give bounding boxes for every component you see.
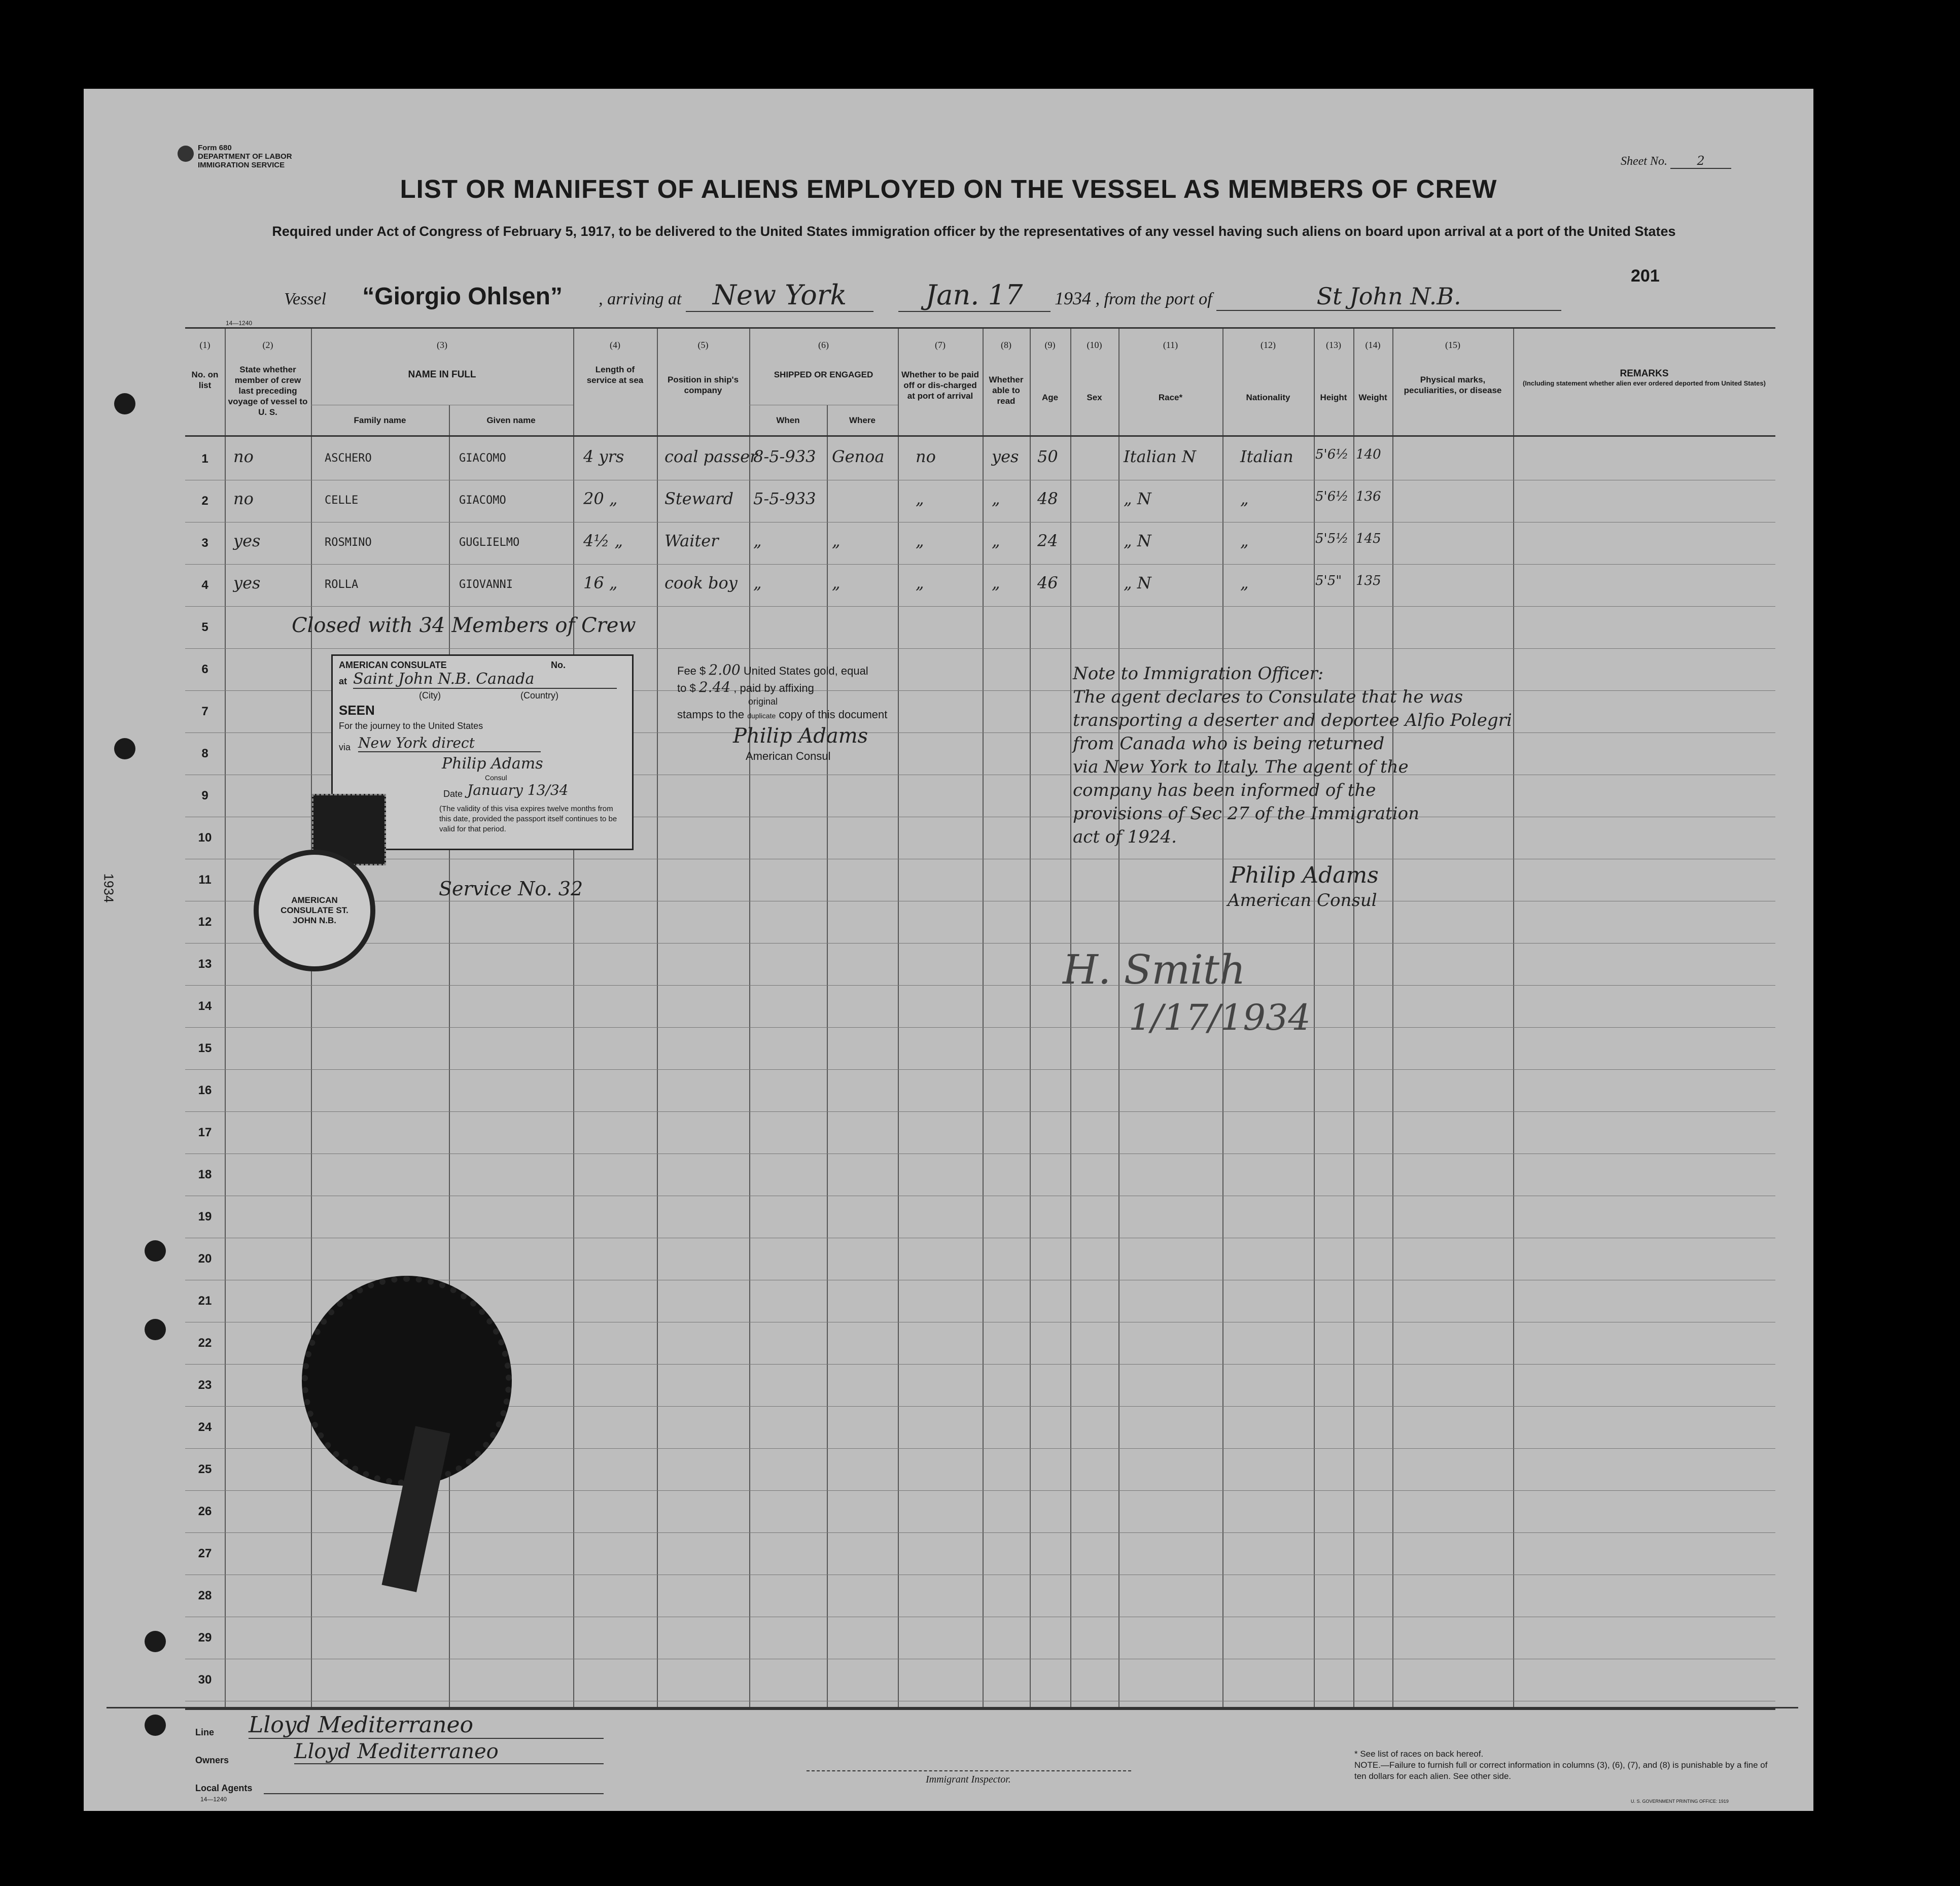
department-seal-icon — [178, 146, 194, 162]
cell-weight: 145 — [1356, 531, 1381, 546]
consulate-seal-text: AMERICAN CONSULATE ST. JOHN N.B. — [281, 895, 348, 925]
arrival-year: 1934 — [1055, 288, 1091, 308]
form-department: DEPARTMENT OF LABOR — [198, 152, 292, 161]
cell-race: „ N — [1124, 489, 1151, 508]
from-port: St John N.B. — [1216, 283, 1561, 311]
arriving-port: New York — [686, 279, 873, 312]
cell-service: 16 „ — [583, 573, 618, 592]
header-shipped: SHIPPED OR ENGAGED — [774, 370, 873, 379]
consulate-seen: SEEN — [339, 703, 375, 718]
row-number: 19 — [198, 1210, 212, 1224]
col-num-14: (14) — [1365, 340, 1381, 350]
fee-copy: copy of this document — [779, 708, 888, 721]
header-no-on-list: No. on list — [191, 370, 219, 390]
cell-age: 46 — [1037, 573, 1058, 592]
fee-to-value: 2.44 — [698, 679, 731, 695]
cell-nationality: „ — [1240, 489, 1249, 508]
cell-read: „ — [992, 573, 1000, 592]
col-num-6: (6) — [818, 340, 829, 350]
header-position: Position in ship's company — [667, 375, 739, 395]
col-num-9: (9) — [1044, 340, 1056, 350]
cell-given: GIACOMO — [459, 452, 506, 465]
cell-when: „ — [753, 531, 762, 550]
row-number: 17 — [198, 1126, 212, 1139]
row-rule — [185, 648, 1775, 649]
row-number: 6 — [201, 662, 208, 676]
cell-read: „ — [992, 489, 1000, 508]
cell-service: 20 „ — [583, 489, 618, 508]
row-number: 28 — [198, 1589, 212, 1602]
row-rule — [185, 606, 1775, 607]
row-number: 26 — [198, 1505, 212, 1518]
col-num-8: (8) — [1001, 340, 1011, 350]
inspector-date: 1/17/1934 — [1129, 997, 1311, 1038]
closed-note: Closed with 34 Members of Crew — [292, 614, 636, 637]
punch-hole — [145, 1631, 166, 1652]
stamp-number: 201 — [1631, 266, 1660, 286]
header-given-name: Given name — [486, 415, 536, 425]
consulate-header: AMERICAN CONSULATE — [339, 660, 447, 670]
cell-weight: 135 — [1356, 573, 1381, 588]
cell-paid-off: no — [916, 447, 936, 466]
cell-family: ASCHERO — [325, 452, 372, 465]
cell-when: 8-5-933 — [753, 447, 816, 466]
cell-position: Steward — [664, 489, 733, 508]
owners-label: Owners — [195, 1755, 229, 1765]
row-number: 1 — [201, 452, 208, 466]
fee-duplicate: duplicate — [747, 712, 776, 720]
header-family-name: Family name — [354, 415, 406, 425]
vessel-label: Vessel — [284, 290, 327, 308]
header-remarks: REMARKS — [1620, 368, 1669, 379]
punch-hole — [114, 393, 135, 414]
row-number: 24 — [198, 1420, 212, 1434]
consulate-signature: Philip Adams — [442, 755, 543, 773]
col-num-7: (7) — [935, 340, 946, 350]
row-number: 12 — [198, 915, 212, 929]
cell-position: coal passer — [664, 447, 758, 466]
header-weight: Weight — [1358, 393, 1387, 402]
row-rule — [185, 1027, 1775, 1028]
note-line: from Canada who is being returned — [1073, 734, 1385, 754]
header-length-service: Length of service at sea — [586, 365, 644, 385]
cell-nationality: Italian — [1240, 447, 1293, 466]
header-height: Height — [1320, 393, 1347, 402]
row-number: 18 — [198, 1168, 212, 1181]
col-num-5: (5) — [697, 340, 709, 350]
inspector-signature: H. Smith — [1063, 946, 1246, 993]
punch-hole — [145, 1715, 166, 1736]
fee-gold: United States gold, equal — [743, 665, 868, 677]
consulate-at-label: at — [339, 676, 347, 686]
row-rule — [185, 1111, 1775, 1112]
consulate-via: New York direct — [358, 735, 541, 752]
line-value: Lloyd Mediterraneo — [249, 1712, 604, 1739]
consulate-no-label: No. — [551, 660, 566, 670]
note-line: transporting a deserter and deportee Alfio Polegri — [1073, 710, 1512, 730]
cell-prev: yes — [233, 531, 261, 550]
consulate-seal-icon — [254, 850, 375, 971]
header-race: Race* — [1158, 393, 1183, 402]
col-num-12: (12) — [1261, 340, 1276, 350]
consulate-country-label: (Country) — [520, 690, 559, 701]
col-num-2: (2) — [262, 340, 273, 350]
col-num-10: (10) — [1087, 340, 1102, 350]
inspector-label: Immigrant Inspector. — [926, 1774, 1011, 1785]
header-able-read: Whether able to read — [989, 375, 1024, 406]
fee-block — [677, 662, 1032, 764]
cell-position: Waiter — [664, 531, 719, 550]
races-footnote: * See list of races on back hereof. — [1354, 1749, 1484, 1759]
header-when: When — [776, 415, 800, 425]
row-number: 23 — [198, 1378, 212, 1392]
cell-service: 4½ „ — [583, 531, 623, 550]
row-number: 22 — [198, 1336, 212, 1350]
cell-race: „ N — [1124, 573, 1151, 592]
header-name-in-full: NAME IN FULL — [408, 369, 476, 380]
consulate-via-label: via — [339, 742, 351, 752]
cell-prev: yes — [233, 573, 261, 592]
note-line: company has been informed of the — [1073, 780, 1376, 800]
fee-value: 2.00 — [709, 661, 741, 678]
col-num-13: (13) — [1326, 340, 1341, 350]
col-num-3: (3) — [437, 340, 447, 350]
cell-service: 4 yrs — [583, 447, 624, 466]
consulate-consul-label: Consul — [485, 774, 507, 782]
row-number: 5 — [201, 620, 208, 634]
sheet-number-field — [1621, 154, 1731, 169]
agents-print-code: 14—1240 — [200, 1796, 227, 1803]
consulate-date-label: Date — [443, 789, 463, 799]
cell-when: 5-5-933 — [753, 489, 816, 508]
row-number: 10 — [198, 831, 212, 845]
cell-age: 24 — [1037, 531, 1058, 550]
col-num-15: (15) — [1445, 340, 1460, 350]
line-label: Line — [195, 1727, 215, 1737]
row-number: 13 — [198, 957, 212, 971]
cell-prev: no — [233, 489, 254, 508]
wax-seal-icon — [302, 1276, 512, 1486]
cell-race: „ N — [1124, 531, 1151, 550]
row-number: 25 — [198, 1462, 212, 1476]
note-line: The agent declares to Consulate that he was — [1073, 687, 1463, 707]
cell-family: ROLLA — [325, 578, 359, 591]
vessel-name: “Giorgio Ohlsen” — [362, 283, 563, 310]
row-rule — [185, 985, 1775, 986]
cell-position: cook boy — [664, 573, 738, 592]
fee-paid: , paid by affixing — [733, 682, 814, 694]
row-rule — [185, 943, 1775, 944]
row-number: 15 — [198, 1041, 212, 1055]
row-number: 4 — [201, 578, 208, 592]
punch-hole — [145, 1319, 166, 1340]
row-number: 20 — [198, 1252, 212, 1266]
row-rule — [185, 1069, 1775, 1070]
row-rule — [185, 564, 1775, 565]
row-number: 14 — [198, 999, 212, 1013]
row-number: 2 — [201, 494, 208, 508]
cell-age: 50 — [1037, 447, 1058, 466]
row-number: 27 — [198, 1547, 212, 1560]
punch-hole — [114, 738, 135, 759]
form-number: Form 680 — [198, 144, 232, 152]
row-number: 7 — [201, 705, 208, 718]
cell-nationality: „ — [1240, 531, 1249, 550]
consulate-date: January 13/34 — [467, 782, 569, 798]
penalty-footnote: NOTE.—Failure to furnish full or correct information in columns (3), (6), (7), and (8) is punishable by a fine of ten dollars for each alien. See other side. — [1354, 1760, 1768, 1781]
cell-paid-off: „ — [916, 489, 924, 508]
form-subtitle: Required under Act of Congress of February 5, 1917, to be delivered to the United States immigration officer by the representatives of any vessel having such aliens on board upon arrival at a port of the United States — [272, 224, 1676, 239]
cell-family: ROSMINO — [325, 536, 372, 549]
cell-height: 5'5½ — [1315, 531, 1349, 546]
sheet-label: Sheet No. — [1621, 155, 1667, 168]
manifest-sheet — [84, 89, 1813, 1811]
cell-read: „ — [992, 531, 1000, 550]
consulate-validity: (The validity of this visa expires twelve months from this date, provided the passport itself continues to be valid for that period. — [439, 805, 617, 833]
header-where: Where — [849, 415, 876, 425]
consulate-city-label: (City) — [419, 690, 441, 701]
consulate-city: Saint John N.B. Canada — [353, 670, 617, 689]
cell-when: „ — [753, 573, 762, 592]
form-service: IMMIGRATION SERVICE — [198, 161, 285, 169]
from-label: , from the port of — [1095, 290, 1212, 308]
cell-given: GIOVANNI — [459, 578, 513, 591]
cell-given: GIACOMO — [459, 494, 506, 507]
cell-weight: 136 — [1356, 489, 1381, 504]
cell-nationality: „ — [1240, 573, 1249, 592]
vessel-line — [284, 279, 1791, 312]
service-number: Service No. 32 — [439, 878, 583, 900]
row-number: 9 — [201, 789, 208, 802]
note-line: Note to Immigration Officer: — [1073, 663, 1324, 684]
header-remarks-sub: (Including statement whether alien ever ordered deported from United States) — [1523, 379, 1766, 387]
cell-height: 5'6½ — [1315, 447, 1349, 462]
row-number: 3 — [201, 536, 208, 550]
cell-read: yes — [992, 447, 1019, 466]
row-number: 8 — [201, 747, 208, 760]
cell-paid-off: „ — [916, 531, 924, 550]
form-title: LIST OR MANIFEST OF ALIENS EMPLOYED ON THE VESSEL AS MEMBERS OF CREW — [400, 174, 1497, 203]
sheet-number: 2 — [1670, 154, 1731, 169]
punch-hole — [145, 1240, 166, 1262]
fee-original: original — [748, 696, 778, 707]
row-number: 11 — [198, 873, 212, 887]
cell-where: Genoa — [832, 447, 885, 466]
header-age: Age — [1041, 393, 1059, 402]
note-signature: Philip Adams — [1230, 862, 1379, 888]
agents-label: Local Agents — [195, 1783, 253, 1793]
col-num-1: (1) — [199, 340, 211, 350]
col-num-4: (4) — [610, 340, 620, 350]
cell-prev: no — [233, 447, 254, 466]
cell-where: „ — [832, 573, 841, 592]
note-line: act of 1924. — [1073, 827, 1177, 847]
header-prev-voyage: State whether member of crew last preceding voyage of vessel to U. S. — [228, 365, 308, 417]
cell-where: „ — [832, 531, 841, 550]
note-line: provisions of Sec 27 of the Immigration — [1073, 804, 1420, 824]
cell-height: 5'5" — [1315, 573, 1342, 588]
note-line: via New York to Italy. The agent of the — [1073, 757, 1409, 777]
fee-consul: American Consul — [746, 750, 831, 762]
arrival-date: Jan. 17 — [898, 279, 1051, 312]
cell-age: 48 — [1037, 489, 1058, 508]
arriving-label: , arriving at — [599, 290, 682, 308]
fee-signature: Philip Adams — [733, 724, 868, 748]
row-number: 21 — [198, 1294, 212, 1308]
fee-label: Fee $ — [677, 665, 706, 677]
row-number: 29 — [198, 1631, 212, 1645]
form-header — [198, 144, 292, 169]
cell-paid-off: „ — [916, 573, 924, 592]
cell-family: CELLE — [325, 494, 359, 507]
header-sex: Sex — [1087, 393, 1102, 402]
row-number: 30 — [198, 1673, 212, 1687]
print-code: 14—1240 — [226, 320, 253, 327]
row-number: 16 — [198, 1084, 212, 1097]
immigration-note — [1073, 662, 1631, 849]
cell-given: GUGLIELMO — [459, 536, 520, 549]
header-nationality: Nationality — [1246, 393, 1290, 402]
fee-stamps: stamps to the — [677, 708, 745, 721]
header-paid-off: Whether to be paid off or dis-charged at port of arrival — [901, 370, 979, 401]
fee-to-label: to $ — [677, 682, 696, 694]
gpo-imprint: U. S. GOVERNMENT PRINTING OFFICE: 1919 — [1631, 1799, 1729, 1804]
cell-race: Italian N — [1124, 447, 1196, 466]
margin-year: 1934 — [101, 873, 117, 903]
owners-value: Lloyd Mediterraneo — [294, 1740, 604, 1764]
cell-weight: 140 — [1356, 447, 1381, 462]
header-physical: Physical marks, peculiarities, or disease — [1404, 375, 1502, 395]
col-num-11: (11) — [1163, 340, 1178, 350]
consulate-journey: For the journey to the United States — [339, 721, 483, 731]
note-consul: American Consul — [1228, 890, 1377, 911]
cell-height: 5'6½ — [1315, 489, 1349, 504]
